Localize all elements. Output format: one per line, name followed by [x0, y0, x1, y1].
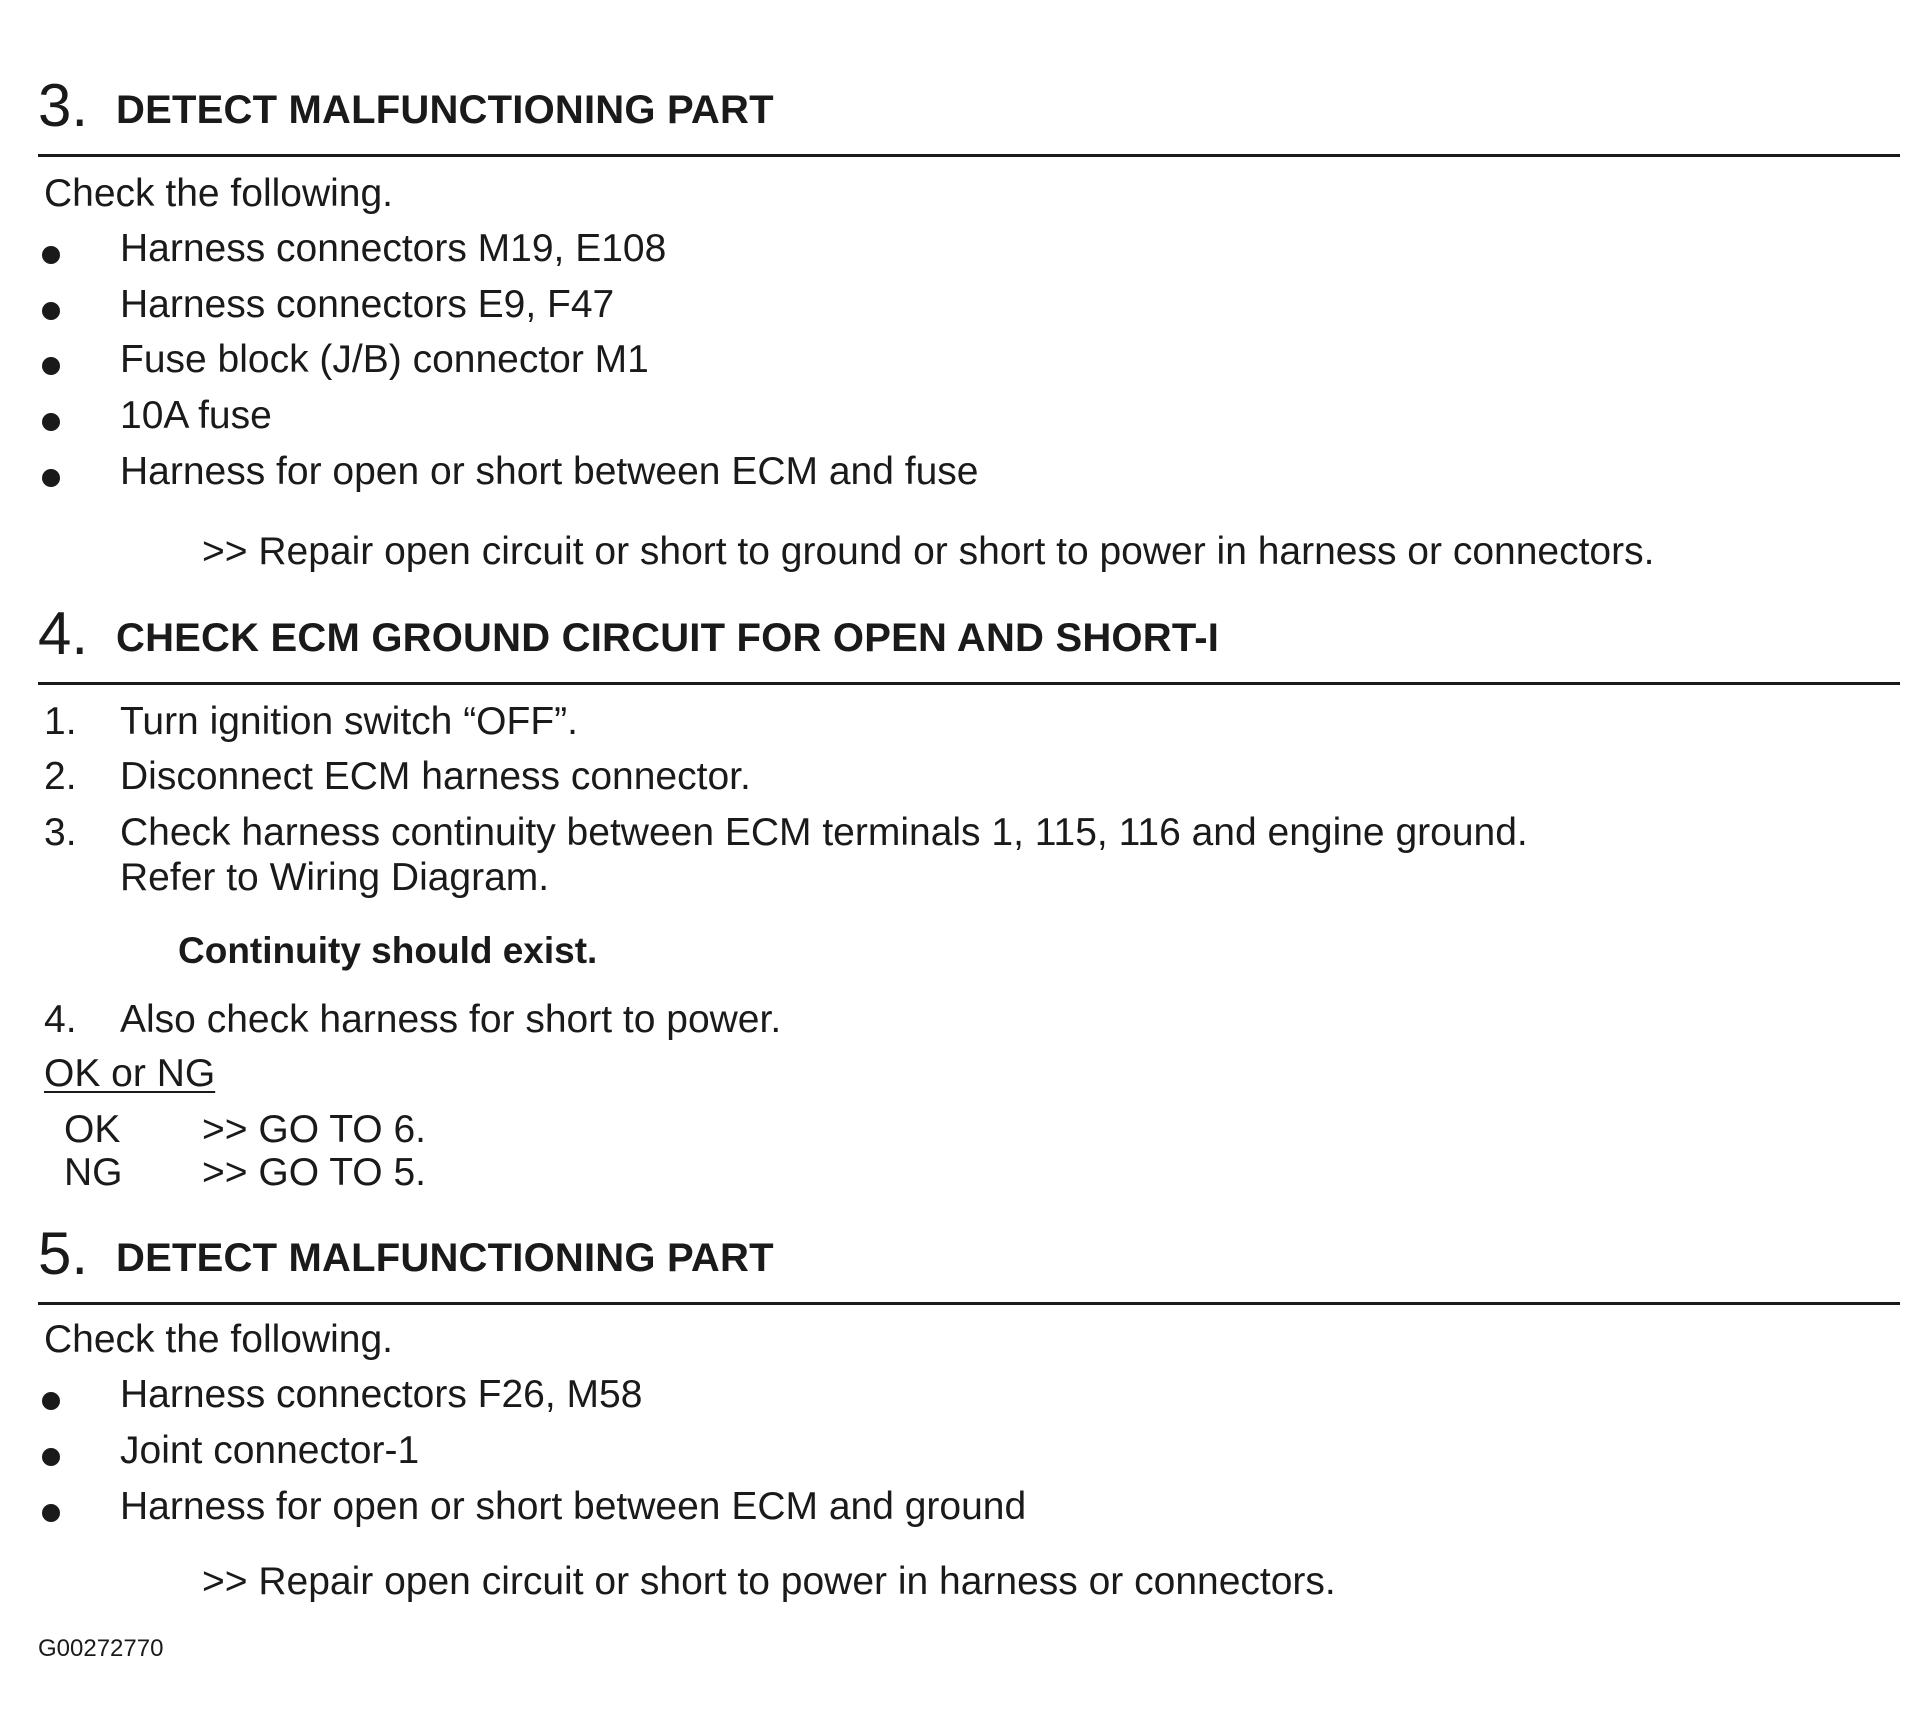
section-4-title: CHECK ECM GROUND CIRCUIT FOR OPEN AND SHORT-I — [116, 616, 1220, 660]
section-5-number: 5. — [38, 1220, 89, 1287]
bullet-icon — [42, 413, 60, 431]
section-4-header — [38, 592, 1900, 685]
section-4-step-3-text: Check harness continuity between ECM terminals 1, 115, 116 and engine ground. — [120, 811, 1528, 854]
section-4-result-ng-action: >> GO TO 5. — [202, 1151, 427, 1194]
section-3-bullet-2: Harness connectors E9, F47 — [120, 283, 615, 326]
section-4-result-ok-label: OK — [64, 1108, 121, 1151]
section-3-action: >> Repair open circuit or short to ground or short to power in harness or connectors. — [202, 530, 1655, 573]
section-5-action: >> Repair open circuit or short to power in harness or connectors. — [202, 1560, 1336, 1603]
bullet-icon — [42, 1392, 60, 1410]
bullet-icon — [42, 1504, 60, 1522]
figure-code: G00272770 — [38, 1635, 164, 1662]
section-3-bullet-1: Harness connectors M19, E108 — [120, 227, 667, 270]
section-4-note: Continuity should exist. — [178, 930, 598, 971]
bullet-icon — [42, 1448, 60, 1466]
section-3-title: DETECT MALFUNCTIONING PART — [116, 88, 774, 132]
section-5-bullet-1: Harness connectors F26, M58 — [120, 1373, 643, 1416]
section-3-bullet-3: Fuse block (J/B) connector M1 — [120, 338, 649, 381]
bullet-icon — [42, 469, 60, 487]
section-5-title: DETECT MALFUNCTIONING PART — [116, 1236, 774, 1280]
section-4-step-3-text-2: Refer to Wiring Diagram. — [120, 856, 550, 899]
section-4-step-4-text: Also check harness for short to power. — [120, 998, 782, 1041]
section-3-number: 3. — [38, 72, 89, 139]
section-4-step-1-text: Turn ignition switch “OFF”. — [120, 700, 578, 743]
section-4-step-1-num: 1. — [44, 700, 77, 743]
section-4-result-ng-label: NG — [64, 1151, 123, 1194]
section-5-header — [38, 1212, 1900, 1305]
section-5-intro: Check the following. — [44, 1318, 394, 1361]
section-4-step-4-num: 4. — [44, 998, 77, 1041]
bullet-icon — [42, 302, 60, 320]
section-4-result-ok-action: >> GO TO 6. — [202, 1108, 427, 1151]
bullet-icon — [42, 357, 60, 375]
section-5-bullet-2: Joint connector-1 — [120, 1429, 420, 1472]
section-3-bullet-5: Harness for open or short between ECM and fuse — [120, 450, 979, 493]
section-4-number: 4. — [38, 600, 89, 667]
section-3-header — [38, 64, 1900, 157]
section-4-step-2-num: 2. — [44, 755, 77, 798]
bullet-icon — [42, 246, 60, 264]
section-4-step-3-num: 3. — [44, 811, 77, 854]
section-3-bullet-4: 10A fuse — [120, 394, 272, 437]
section-4-result-header: OK or NG — [44, 1052, 216, 1095]
section-3-intro: Check the following. — [44, 172, 394, 215]
section-4-step-2-text: Disconnect ECM harness connector. — [120, 755, 751, 798]
section-5-bullet-3: Harness for open or short between ECM and ground — [120, 1485, 1027, 1528]
